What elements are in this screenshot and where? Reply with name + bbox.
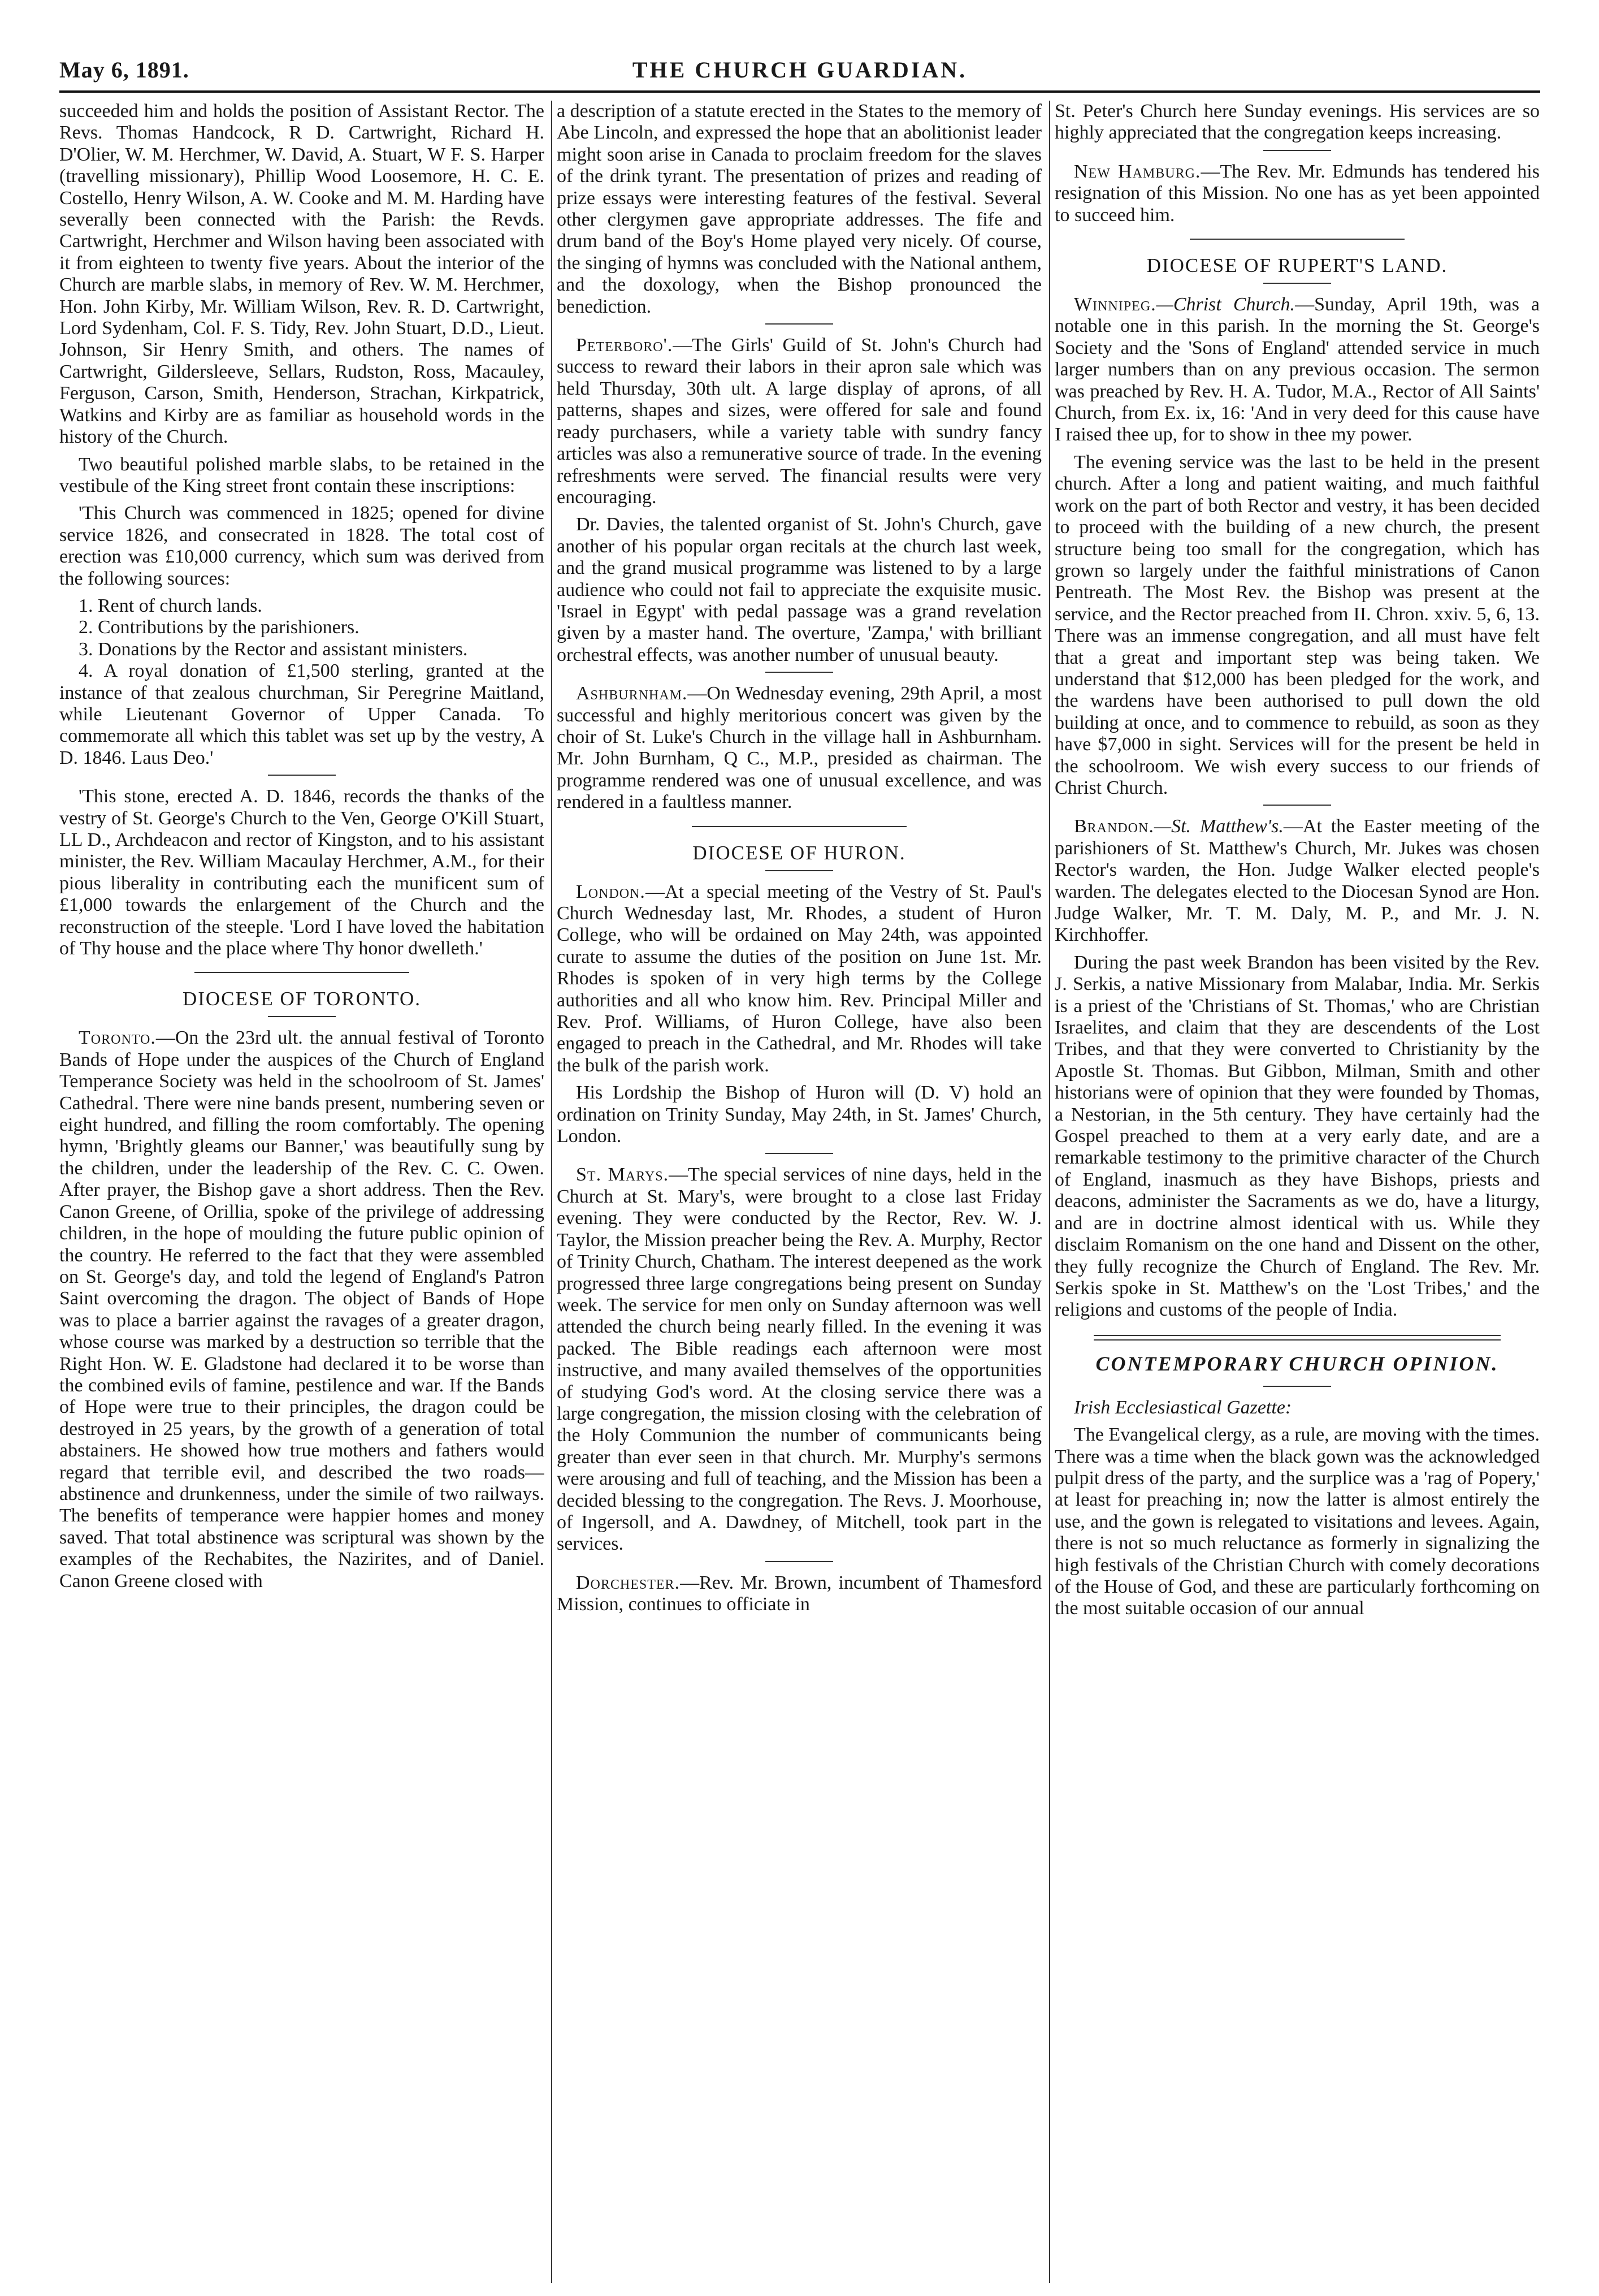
dateline: Peterboro'. bbox=[576, 335, 673, 356]
divider bbox=[1190, 239, 1405, 240]
article-text: —On the 23rd ult. the annual festival of Toronto Bands of Hope under the auspices of the Church of England Temperance Society was held in the schoolroom of St. James' Cathedral. There were nine bands present, numbering seven or eight hundred, and filling the room comfortably. The opening hymn, 'Brightly gleams our Banner,' was beautifully sung by the children, under the leadership of the Rev. C. C. Owen. After prayer, the Bishop gave a short address. Then the Rev. Canon Greene, of Orillia, spoke of the privilege of addressing children, in the hope of moulding the future public opinion of the country. He referred to the fact that they were assembled on St. George's day, and told the legend of England's Patron Saint overcoming the dragon. The object of Bands of Hope was to place a barrier against the ravages of a greater dragon, whose course was marked by a destruction so terrible that the Right Hon. W. E. Gladstone had declared it to be worse than the combined evils of famine, pestilence and war. If the Bands of Hope were true to their principles, the dragon could be destroyed in 25 years, by the growth of a generation of total abstainers. He showed how true mothers and fathers would regard that terrible evil, and described the two roads—abstinence and drunkenness, under the simile of two railways. The benefits of temperance were happier homes and money saved. That total abstinence was scriptural was shown by the examples of the Rechabites, the Nazirites, and of Daniel. Canon Greene closed with bbox=[59, 1027, 544, 1592]
divider bbox=[765, 1561, 833, 1562]
dateline: Dorchester. bbox=[576, 1572, 681, 1593]
divider bbox=[765, 672, 833, 673]
inscription: 'This Church was commenced in 1825; opened for divine service 1826, and consecrated in 1828. The total cost of erection was £10,000 currency, which sum was derived from the following sources: bbox=[59, 503, 544, 589]
article-text: —The Rev. Mr. Edmunds has tendered his resignation of this Mission. No one has as yet been appointed to succeed him. bbox=[1055, 161, 1540, 226]
church-name: —Christ Church. bbox=[1156, 294, 1295, 315]
dateline: Winnipeg. bbox=[1074, 294, 1156, 315]
list-item: 1. Rent of church lands. bbox=[79, 595, 262, 616]
divider bbox=[1263, 1386, 1331, 1387]
list-item: 2. Contributions by the parishioners. bbox=[79, 617, 359, 638]
divider bbox=[1094, 1335, 1501, 1336]
divider bbox=[765, 1153, 833, 1154]
divider bbox=[1263, 805, 1331, 806]
column-divider bbox=[551, 101, 552, 2283]
article-text: —At the Easter meeting of the parishioners of St. Matthew's Church, Mr. Jukes was chosen Rector's warden, the Hon. Judge Walker elected people's warden. The delegates elected to the Diocesan Synod are Hon. Judge Walker, Mr. T. M. Daly, M. P., and Mr. J. N. Kirchhoffer. bbox=[1055, 816, 1540, 946]
divider bbox=[1094, 1339, 1501, 1341]
page-header bbox=[59, 57, 1540, 90]
column-1 bbox=[59, 101, 544, 2289]
masthead-title: THE CHURCH GUARDIAN. bbox=[632, 57, 968, 83]
list-item: 4. A royal donation of £1,500 sterling, granted at the instance of that zealous churchman, Sir Peregrine Maitland, while Lieutenant Governor of Upper Canada. To commemorate all which this tablet was set up by the vestry, A D. 1846. Laus Deo.' bbox=[59, 660, 544, 768]
article-text: —On Wednesday evening, 29th April, a most successful and highly meritorious concert was given by the choir of St. Luke's Church in the village hall in Ashburnham. Mr. John Burnham, Q C., M.P., presided as chairman. The programme rendered was one of unusual excellence, and was rendered in a faultless manner. bbox=[557, 683, 1042, 813]
dateline: Brandon. bbox=[1074, 816, 1154, 837]
divider bbox=[194, 972, 409, 973]
church-name: —St. Matthew's. bbox=[1154, 816, 1284, 837]
divider bbox=[765, 870, 833, 871]
paragraph: His Lordship the Bishop of Huron will (D. V) hold an ordination on Trinity Sunday, May 24th, in St. James' Church, London. bbox=[557, 1082, 1042, 1147]
article-paragraph bbox=[557, 881, 1042, 1077]
article-text: —The Girls' Guild of St. John's Church had success to reward their labors in their apron sale which was held Thursday, 30th ult. A large display of aprons, of all patterns, shapes and sizes, were offered for sale and found ready purchasers, while a variety table with sundry fancy articles was also a remunerative source of trade. In the evening refreshments were served. The financial results were very encouraging. bbox=[557, 335, 1042, 508]
column-divider bbox=[1049, 101, 1050, 2283]
paragraph: The evening service was the last to be held in the present church. After a long and patient waiting, and much faithful work on the part of both Rector and vestry, it has been decided to proceed with the building of a new church, the present structure being too small for the congregation, which has grown so largely under the faithful ministrations of Canon Pentreath. The Most Rev. the Bishop was present at the service, and the Rector preached from II. Chron. xxiv. 5, 6, 13. There was an immense congregation, and all must have felt that a great and important step was being taken. We understand that $12,000 has been pledged for the work, and the wardens have been authorised to pull down the old building at once, and to commence to rebuild, as soon as they have $7,000 in sight. Services will for the present be held in the schoolroom. We wish every success to our friends of Christ Church. bbox=[1055, 451, 1540, 798]
inscription: 'This stone, erected A. D. 1846, records the thanks of the vestry of St. George's Church to the Ven, George O'Kill Stuart, LL D., Archdeacon and rector of Kingston, and to his assistant minister, the Rev. William Macaulay Herchmer, A.M., for their pious liberality in contributing each the munificent sum of £1,000 towards the enlargement of the Church and the reconstruction of the steeple. 'Lord I have loved the habitation of Thy house and the place where Thy honor dwelleth.' bbox=[59, 786, 544, 959]
article-paragraph bbox=[59, 1027, 544, 1592]
dateline: New Hamburg. bbox=[1074, 161, 1201, 182]
paragraph: Two beautiful polished marble slabs, to be retained in the vestibule of the King street front contain these inscriptions: bbox=[59, 453, 544, 496]
paragraph: succeeded him and holds the position of Assistant Rector. The Revs. Thomas Handcock, R D. Cartwright, Richard H. D'Olier, W. M. Herchmer, W. David, A. Stuart, W F. S. Harper (travelling missionary), Phillip Wood Loosemore, H. C. E. Costello, Henry Wilson, A. W. Cooke and M. M. Harding have severally been connected with the Parish: the Revds. Cartwright, Herchmer and Wilson having been associated with it from eighteen to twenty five years. About the interior of the Church are marble slabs, in memory of Rev. W. M. Herchmer, Hon. John Kirby, Mr. William Wilson, Rev. R. D. Cartwright, Lord Sydenham, Col. F. S. Tidy, Rev. John Stuart, D.D., Lieut. Johnson, Sir Henry Smith, and others. The names of Cartwright, Gildersleeve, Sellars, Rudston, Ross, Macauley, Ferguson, Carson, Smith, Henderson, Strachan, Kirkpatrick, Watkins and Kirby are as familiar as household words in the history of the Church. bbox=[59, 101, 544, 448]
article-text: —Rev. Mr. Brown, incumbent of Thamesford Mission, continues to officiate in bbox=[557, 1572, 1042, 1615]
section-heading: DIOCESE OF TORONTO. bbox=[182, 988, 422, 1010]
divider bbox=[268, 1016, 336, 1017]
column-3 bbox=[1055, 101, 1540, 2289]
dateline: London. bbox=[576, 881, 645, 902]
paragraph: During the past week Brandon has been visited by the Rev. J. Serkis, a native Missionary from Malabar, India. Mr. Serkis is a priest of the 'Christians of St. Thomas,' who are Christian Israelites, and claim that they are descendents of the Lost Tribes, and that they were converted to Christianity by the Apostle St. Thomas. But Gibbon, Milman, Smith and other historians were of opinion that they were founded by Thomas, a Nestorian, in the 5th century. They have certainly had the Gospel preached to them at a very early date, and are a remarkable testimony to the primitive character of the Church of England, inasmuch as they have Bishops, priests and deacons, administer the Sacraments as we do, have a liturgy, and are in doctrine almost identical with us. While they disclaim Romanism on the one hand and Dissent on the other, they fully recognize the Church of England. The Rev. Mr. Serkis spoke in St. Matthew's on the 'Lost Tribes,' and the religions and customs of the people of India. bbox=[1055, 952, 1540, 1321]
dateline: Ashburnham. bbox=[576, 683, 688, 704]
divider bbox=[1263, 283, 1331, 284]
dateline: St. Marys. bbox=[576, 1164, 669, 1186]
divider bbox=[692, 826, 907, 827]
article-paragraph bbox=[557, 683, 1042, 813]
section-heading: DIOCESE OF RUPERT'S LAND. bbox=[1146, 254, 1448, 277]
issue-date: May 6, 1891. bbox=[59, 57, 189, 83]
paragraph: Dr. Davies, the talented organist of St. John's Church, gave another of his popular organ recitals at the church last week, and the grand musical programme was listened to by a large audience who could not fail to appreciate the exquisite music. 'Israel in Egypt' with pedal passage was a grand revelation given by a master hand. The overture, 'Zampa,' with brilliant orchestral effects, was another number of unusual beauty. bbox=[557, 514, 1042, 665]
paragraph: The Evangelical clergy, as a rule, are moving with the times. There was a time when the black gown was the acknowledged pulpit dress of the party, and the surplice was a 'rag of Popery,' at least for preaching in; now the latter is almost entirely the use, and the gown is relegated to visitations and levees. Again, there is not so much reluctance as formerly in signalizing the high festivals of the Christian Church with comely decorations of the House of God, and these are particularly forthcoming on the most suitable occasion of our annual bbox=[1055, 1424, 1540, 1619]
divider bbox=[268, 775, 336, 776]
article-text: —Sunday, April 19th, was a notable one in this parish. In the morning the St. George's Society and the 'Sons of England' attended service in much larger numbers than on any previous occasion. The sermon was preached by Rev. H. A. Tudor, M.A., Rector of All Saints' Church, from Ex. ix, 16: 'And in very deed for this cause have I raised thee up, for to show in thee my power. bbox=[1055, 294, 1540, 446]
paragraph: St. Peter's Church here Sunday evenings. His services are so highly appreciated that the congregation keeps increasing. bbox=[1055, 101, 1540, 144]
dateline: Toronto. bbox=[79, 1027, 156, 1049]
divider bbox=[1263, 150, 1331, 151]
article-text: —At a special meeting of the Vestry of St. Paul's Church Wednesday last, Mr. Rhodes, a student of Huron College, who will be ordained on May 24th, was appointed curate to assume the duties of the position on June 1st. Mr. Rhodes is spoken of in very high terms by the College authorities and all who know him. Rev. Principal Miller and Rev. Prof. Williams, of Huron College, have also been engaged to preach in the Cathedral, and Mr. Rhodes will take the bulk of the parish work. bbox=[557, 881, 1042, 1076]
column-2 bbox=[557, 101, 1042, 2289]
article-text: —The special services of nine days, held in the Church at St. Mary's, were brought to a close last Friday evening. They were conducted by the Rector, Rev. W. J. Taylor, the Mission preacher being the Rev. A. Murphy, Rector of Trinity Church, Chatham. The interest deepened as the work progressed three large congregations being present on Sunday week. The service for men only on Sunday afternoon was well attended the church being nearly filled. In the evening it was packed. The Bible readings each afternoon were most instructive, and many availed themselves of the opportunities of studying God's word. At the closing service there was a large congregation, the mission closing with the celebration of the Holy Communion the number of communicants being greater than ever seen in that church. Mr. Murphy's sermons were arousing and full of teaching, and the Mission has been a decided blessing to the congregation. The Revs. J. Moorhouse, of Ingersoll, and A. Dawdney, of Mitchell, took part in the services. bbox=[557, 1164, 1042, 1555]
article-paragraph bbox=[1055, 161, 1540, 226]
section-heading: CONTEMPORARY CHURCH OPINION. bbox=[1095, 1352, 1499, 1375]
divider bbox=[765, 323, 833, 325]
section-heading: DIOCESE OF HURON. bbox=[692, 841, 906, 864]
article-paragraph bbox=[557, 335, 1042, 508]
article-paragraph bbox=[1055, 816, 1540, 946]
paragraph: a description of a statute erected in the States to the memory of Abe Lincoln, and expressed the hope that an abolitionist leader might soon arise in Canada to proclaim freedom for the slaves of the drink tyrant. The presentation of prizes and reading of prize essays were interesting features of the festival. Several other clergymen gave appropriate addresses. The fife and drum band of the Boy's Home played very nicely. Of course, the singing of hymns was concluded with the National anthem, and the doxology, when the Bishop pronounced the benediction. bbox=[557, 101, 1042, 317]
article-paragraph bbox=[557, 1164, 1042, 1555]
source-title: Irish Ecclesiastical Gazette: bbox=[1074, 1396, 1292, 1418]
header-rule bbox=[59, 90, 1540, 93]
article-paragraph bbox=[557, 1572, 1042, 1616]
list-item: 3. Donations by the Rector and assistant ministers. bbox=[79, 638, 468, 660]
article-paragraph bbox=[1055, 294, 1540, 446]
